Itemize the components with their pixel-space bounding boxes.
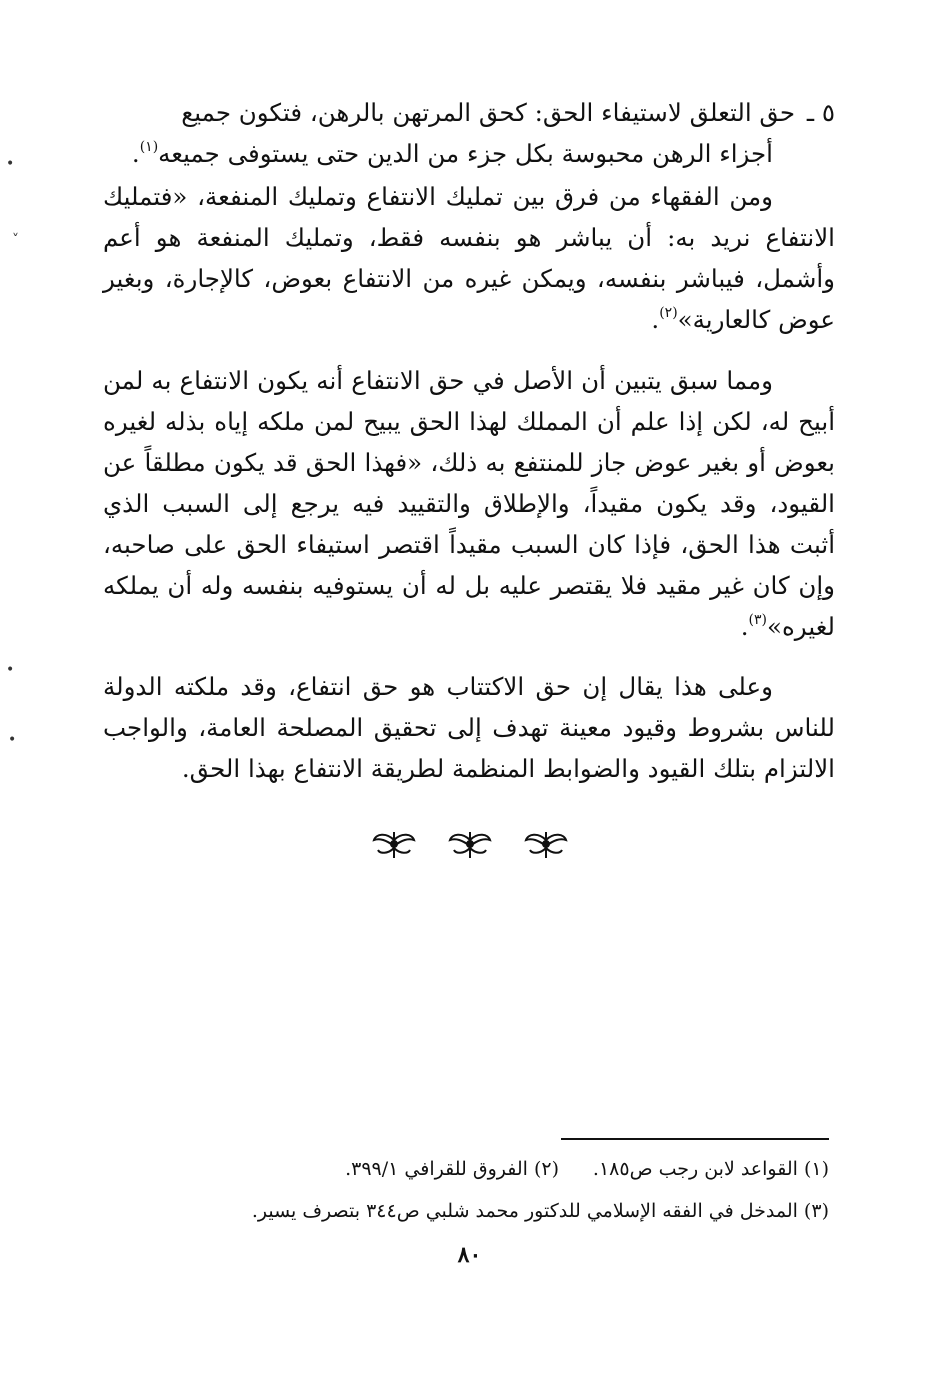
paragraph-3-end: .: [740, 612, 749, 641]
footnote-2: (٢) الفروق للقرافي ٣٩٩/١.: [345, 1158, 559, 1180]
section-divider: [0, 828, 939, 864]
paragraph-3-text: ومما سبق يتبين أن الأصل في حق الانتفاع أنه يكون الانتفاع به لمن أبيح له، لكن إذا علم أن المملك لهذا الحق يبيح لمن ملكه إياه بذله لغيره بعوض أو بغير عوض جاز للمنتفع به ذلك، «فهذا الحق قد يكون مطلقاً عن القيود، وقد يكون مقيداً، والإطلاق والتقييد فيه يرجع إلى السبب الذي أثبت هذا الحق، فإذا كان السبب مقيداً اقتصر استيفاء الحق على صاحبه، وإن كان غير مقيد فلا يقتصر عليه بل له أن يستوفيه بنفسه وله أن يملكه لغيره»: [103, 366, 835, 641]
item5-end: .: [131, 139, 140, 168]
scan-speck: •: [6, 662, 15, 678]
paragraph-2: [103, 176, 835, 340]
paragraph-4-text: وعلى هذا يقال إن حق الاكتتاب هو حق انتفاع، وقد ملكته الدولة للناس بشروط وقيود معينة تهدف إلى تحقيق المصلحة العامة، والواجب الالتزام بتلك القيود والضوابط المنظمة لطريقة الانتفاع بهذا الحق.: [103, 672, 835, 783]
footnote-ref-2[interactable]: (٢): [659, 305, 678, 321]
footnote-ref-1[interactable]: (١): [139, 139, 159, 155]
scan-speck: •: [8, 732, 17, 748]
paragraph-2-text: ومن الفقهاء من فرق بين تمليك الانتفاع وتمليك المنفعة، «فتمليك الانتفاع نريد به: أن يباشر هو بنفسه فقط، وتمليك المنفعة هو أعم وأشمل، فيباشر بنفسه، ويمكن غيره من الانتفاع بعوض، كالإجارة، وبغير عوض كالعارية»: [103, 182, 835, 334]
item-number: ٥ ـ: [806, 98, 835, 127]
scan-speck: ˅: [12, 232, 19, 248]
ornament-icon: [446, 828, 494, 862]
footnote-ref-3[interactable]: (٣): [748, 612, 767, 628]
ornament-icon: [370, 828, 418, 862]
footnote-1: (١) القواعد لابن رجب ص١٨٥.: [592, 1158, 829, 1180]
footnote-separator: [561, 1138, 829, 1140]
page-number: ٨٠: [457, 1242, 482, 1268]
item5-line2: أجزاء الرهن محبوسة بكل جزء من الدين حتى يستوفى جميعه: [158, 139, 773, 168]
item5-line1: حق التعلق لاستيفاء الحق: كحق المرتهن بالرهن، فتكون جميع: [181, 98, 795, 127]
footnotes-row-1: [97, 1152, 829, 1186]
footnotes-row-2: [97, 1194, 829, 1228]
scan-speck: •: [6, 156, 15, 172]
footnote-3: (٣) المدخل في الفقه الإسلامي للدكتور محمد شلبي ص٣٤٤ بتصرف يسير.: [251, 1200, 829, 1222]
paragraph-4: [103, 666, 835, 789]
paragraph-2-end: .: [651, 305, 660, 334]
paragraph-3: [103, 360, 835, 647]
ornament-icon: [522, 828, 570, 862]
list-item-5: [103, 92, 835, 174]
item5-continuation: [103, 133, 835, 174]
